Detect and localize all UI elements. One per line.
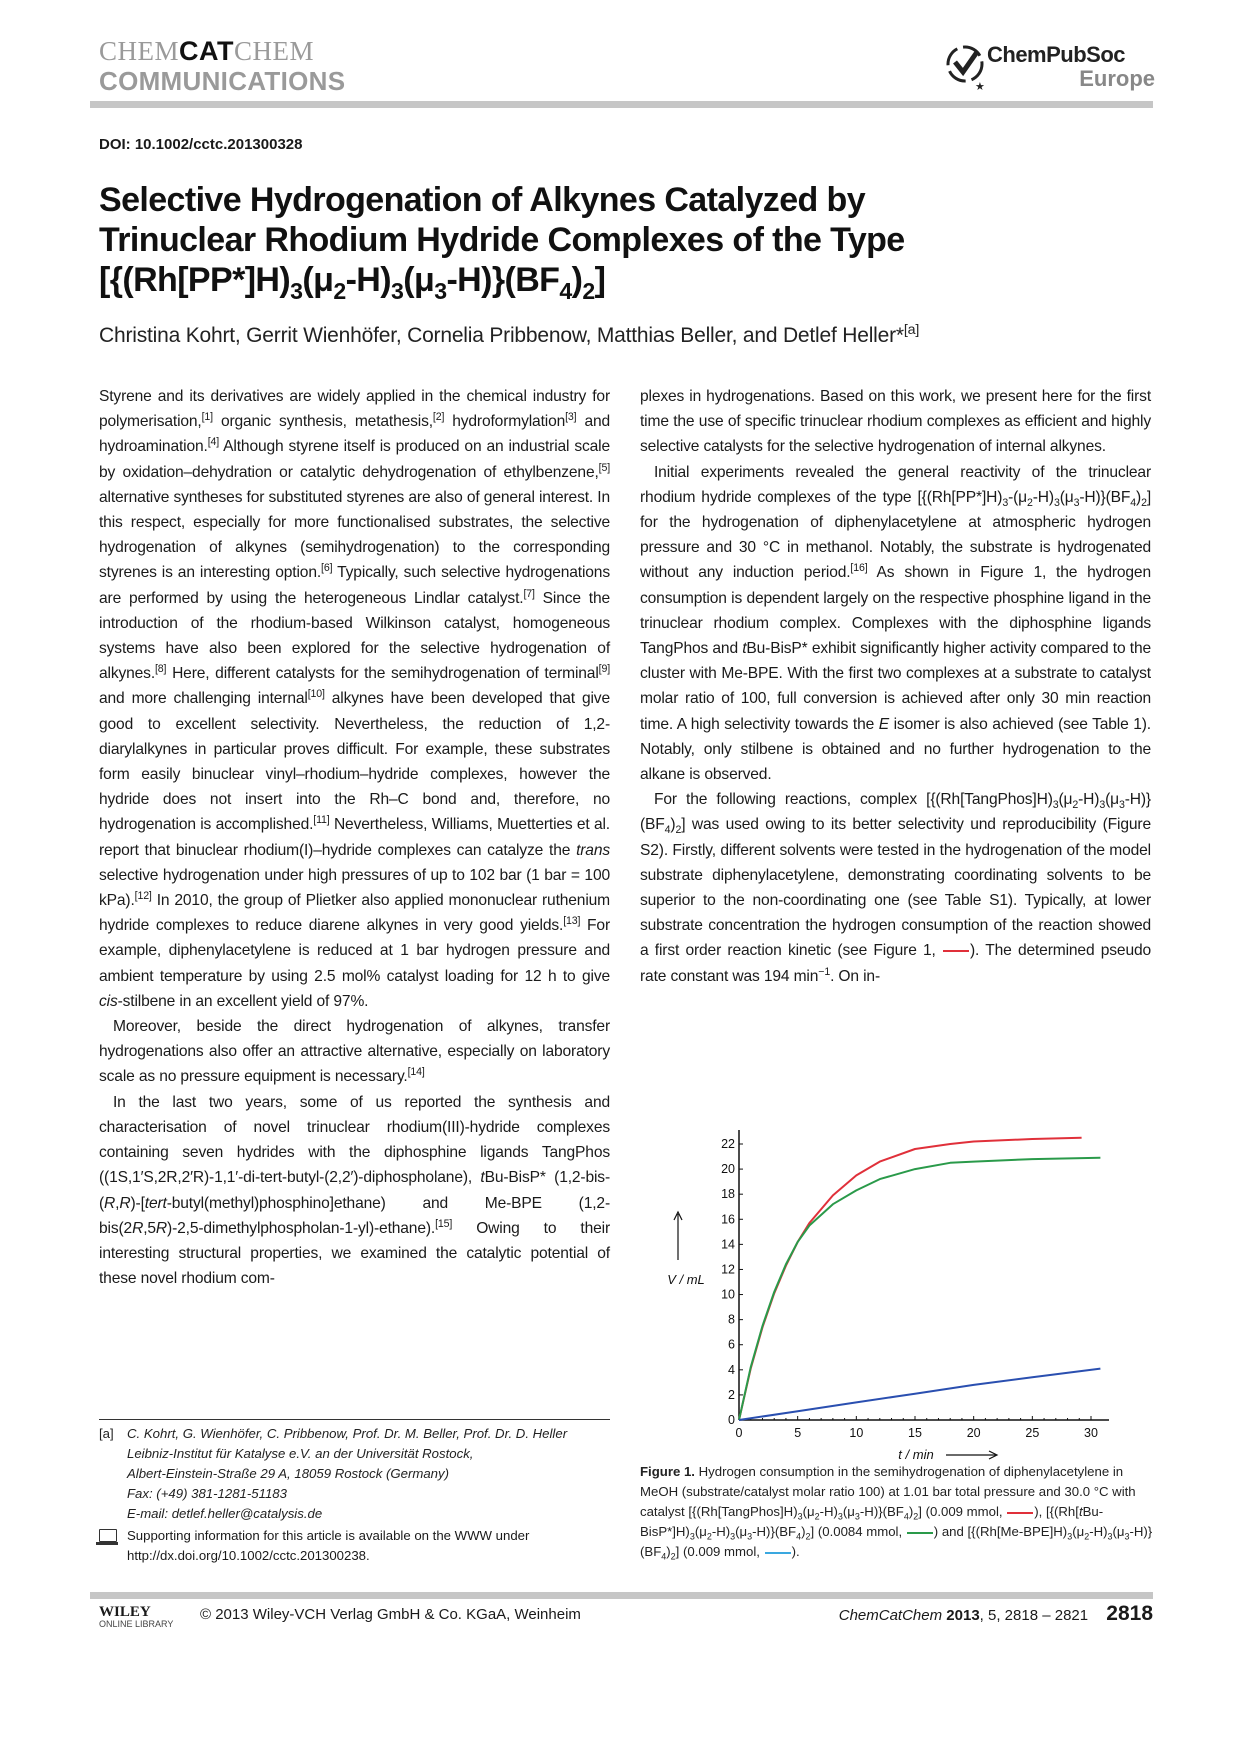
page-number: 2818 [1106,1602,1153,1625]
article-title: Selective Hydrogenation of Alkynes Catalyzed by Trinuclear Rhodium Hydride Complexes of the Type $[\{(Rh[PP*]H)_3(\mu_2-H)_3(\mu_3-H)\}(BF_4)_2]$ [99,181,905,304]
y-tick-label: 8 [728,1312,735,1327]
footnote-line: Leibniz-Institut für Katalyse e.V. an der Universität Rostock, [127,1446,474,1461]
computer-icon [99,1529,117,1542]
author-list: Christina Kohrt, Gerrit Wienhöfer, Cornelia Pribbenow, Matthias Beller, and Detlef Heller*[a] [99,322,920,347]
footnote-email[interactable]: E-mail: detlef.heller@catalysis.de [127,1506,323,1521]
publisher-logo [945,40,1155,96]
wiley-logo [99,1604,173,1629]
journal-name-part: CAT [179,36,235,66]
paragraph: Moreover, beside the direct hydrogenation of alkynes, transfer hydrogenations also offer an attractive alternative, especially on laboratory scale as no pressure equipment is necessary.[14] [99,1018,610,1086]
wiley-wordmark: WILEY [99,1604,151,1620]
y-tick-label: 0 [728,1413,735,1427]
x-tick-label: 25 [1025,1426,1040,1440]
y-tick-label: 14 [721,1237,735,1252]
y-tick-label: 12 [721,1262,735,1277]
y-tick-label: 10 [721,1287,735,1302]
footnote-rule [99,1419,610,1420]
journal-name-part: CHEM [99,36,180,66]
paragraph: Initial experiments revealed the general reactivity of the trinuclear rhodium hydride complexes of the type $[\{(Rh[PP*]H)_3-(\mu_2-H)_3(\mu_3-H)\}(BF_4)_2]$ for the hydrogenation of diphenylacetylene at atmospheric hydrogen pressure and 30 °C in methanol. Notably, the substrate is hydrogenated without any induction period.[16] As shown in Figure 1, the hydrogen consumption is dependent largely on the respective phosphine ligand in the trinuclear rhodium complex. Complexes with the diphosphine ligands TangPhos and tBu-BisP* exhibit significantly higher activity compared to the cluster with Me-BPE. With the first two complexes at a substrate to catalyst molar ratio of 100, full conversion is achieved after only 30 min reaction time. A high selectivity towards the E isomer is also achieved (see Table 1). Notably, only stilbene is obtained and no further hydrogenation to the alkane is observed. [640,463,1151,784]
journal-name [99,36,314,67]
series-line-tbu-bisp- [739,1158,1100,1420]
citation-journal: ChemCatChem [838,1607,943,1624]
journal-name-part: CHEM [234,36,315,66]
figure-caption: Figure 1. Hydrogen consumption in the semihydrogenation of diphenylacetylene in MeOH (substrate/catalyst molar ratio 100) at 1.01 bar total pressure and 30.0 °C with catalyst $[\{(Rh[TangPhos]H)_3(\mu_2-H)_3(\mu_3-H)\}(BF_4)_2]$ (0.009 mmol, ), $[\{(Rh[tBu-BisP*]H)_3(\mu_2-H)_3(\mu_3-H)\}(BF_4)_2]$ (0.0084 mmol, ) and $[\{(Rh[Me-BPE]H)_3(\mu_2-H)_3(\mu_3-H)\}(BF_4)_2]$ (0.009 mmol, ). [640,1464,1153,1562]
citation-year: 2013 [946,1607,980,1624]
footnote-line: C. Kohrt, G. Wienhöfer, C. Pribbenow, Prof. Dr. M. Beller, Prof. Dr. D. Heller [127,1426,568,1441]
x-tick-label: 30 [1084,1426,1098,1440]
y-tick-label: 6 [728,1337,735,1352]
right-column [640,384,1151,989]
doi: DOI: 10.1002/cctc.201300328 [99,136,303,153]
series-line-me-bpe [739,1369,1100,1420]
y-tick-label: 20 [721,1162,735,1177]
citation [839,1602,1153,1626]
supporting-info-text[interactable]: Supporting information for this article is available on the WWW under http://dx.doi.org/10.1002/cctc.201300238. [127,1528,530,1563]
left-column [99,384,610,1291]
x-tick-label: 0 [735,1426,743,1440]
wiley-sub: ONLINE LIBRARY [99,1619,174,1629]
section-label: COMMUNICATIONS [99,66,346,96]
publisher-region: Europe [1079,66,1155,91]
star-seal-icon [945,40,989,96]
legend-line-sample [765,1552,791,1554]
y-axis-label: V / mL [667,1272,705,1287]
figure-1-chart [640,1120,1140,1465]
footnote-marker: [a] [99,1426,114,1441]
footer-rule [90,1592,1153,1599]
y-tick-label: 4 [728,1362,735,1377]
x-tick-label: 10 [849,1426,864,1440]
x-tick-label: 15 [908,1426,922,1440]
x-tick-label: 20 [966,1426,981,1440]
footnote-line: Fax: (+49) 381-1281-51183 [127,1486,287,1501]
paragraph: Styrene and its derivatives are widely applied in the chemical industry for polymerisation,[1] organic synthesis, metathesis,[2] hydroformylation[3] and hydroamination.[4] Although styrene itself is produced on an industrial scale by oxidation–dehydration or catalytic dehydrogenation of ethylbenzene,[5] alternative syntheses for substituted styrenes are also of general interest. In this respect, especially for more functionalised substrates, the selective hydrogenation of alkynes (semihydrogenation) to the corresponding styrenes is an interesting option.[6] Typically, such selective hydrogenations are performed by using the heterogeneous Lindlar catalyst.[7] Since the introduction of the rhodium-based Wilkinson catalyst, homogeneous systems have also been explored for the selective hydrogenation of alkynes.[8] Here, different catalysts for the semihydrogenation of terminal[9] and more challenging internal[10] alkynes have been developed that give good to excellent selectivity. Nevertheless, the reduction of 1,2-diarylalkynes in particular proves difficult. For example, these substrates form easily binuclear vinyl–rhodium–hydride complexes, however the hydride does not insert into the Rh–C bond and, therefore, no hydrogenation is accomplished.[11] Nevertheless, Williams, Muetterties et al. report that binuclear rhodium(I)–hydride complexes can catalyze the trans selective hydrogenation under high pressures of up to 102 bar (1 bar = 100 kPa).[12] In 2010, the group of Plietker also applied mononuclear ruthenium hydride complexes to reduce diarene alkynes in very good yields.[13] For example, diphenylacetylene is reduced at 1 bar hydrogen pressure and ambient temperature by using 2.5 mol% catalyst loading for 12 h to give cis-stilbene in an excellent yield of 97%. [99,388,611,1010]
legend-line-sample [1007,1512,1033,1514]
legend-line-sample [907,1532,933,1534]
paragraph: In the last two years, some of us reported the synthesis and characterisation of novel trinuclear rhodium(III)-hydride complexes containing seven hydrides with the diphosphine ligands TangPhos ((1S,1′S,2R,2′R)-1,1′-di-tert-butyl-(2,2′)-diphospholane), tBu-BisP* (1,2-bis-(R,R)-[tert-butyl(methyl)phosphino]ethane) and Me-BPE (1,2-bis(2R,5R)-2,5-dimethylphospholan-1-yl)-ethane).[15] Owing to their interesting structural properties, we examined the catalytic potential of these novel rhodium com- [99,1093,610,1288]
legend-line-sample [943,950,969,952]
copyright: © 2013 Wiley-VCH Verlag GmbH & Co. KGaA, Weinheim [200,1606,581,1623]
y-tick-label: 18 [721,1187,735,1202]
svg-text:★: ★ [975,81,985,93]
paragraph: For the following reactions, complex $[\{(Rh[TangPhos]H)_3(\mu_2-H)_3(\mu_3-H)\}(BF_4)_2]$ was used owing to its better selectivity und reproducibility (Figure S2). Firstly, different solvents were tested in the hydrogenation of the model substrate diphenylacetylene, demonstrating coordinating solvents to be superior to the non-coordinating one (see Table S1). Typically, at lower substrate concentration the hydrogen consumption of the reaction showed a first order reaction kinetic (see Figure 1, ). The determined pseudo rate constant was 194 $\min^{-1}$. On in- [640,791,1152,985]
y-tick-label: 2 [728,1387,735,1402]
x-tick-label: 5 [794,1426,802,1440]
footnote-line: Albert-Einstein-Straße 29 A, 18059 Rostock (Germany) [127,1466,450,1481]
supporting-info-note [99,1526,619,1566]
paragraph: plexes in hydrogenations. Based on this work, we present here for the first time the use of specific trinuclear rhodium complexes as efficient and highly selective catalysts for the selective hydrogenation of internal alkynes. [640,388,1151,456]
publisher-name: ChemPubSoc [987,42,1126,67]
citation-volume-pages: , 5, 2818 – 2821 [979,1607,1089,1624]
affiliation-footnote [99,1424,619,1524]
y-tick-label: 22 [721,1137,735,1151]
header-rule [90,101,1153,108]
y-tick-label: 16 [721,1212,735,1227]
x-axis-label: t / min [898,1447,934,1462]
